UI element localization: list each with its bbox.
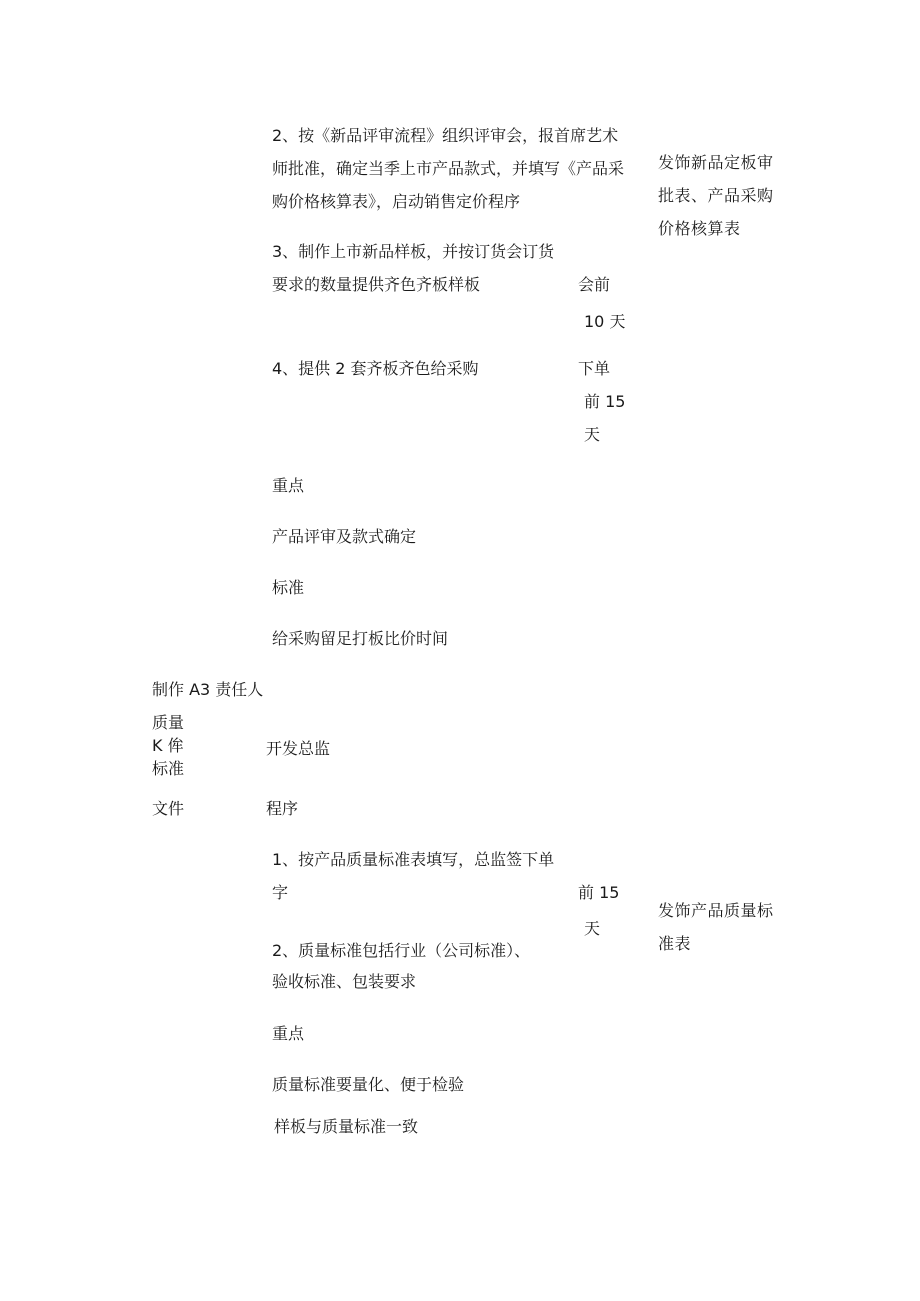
a2-step4-time-line-1: 下单 [578, 359, 611, 378]
a2-step4-time-line-3: 天 [584, 425, 601, 444]
a3-file-label: 文件 [152, 799, 185, 818]
a3-owner: 开发总监 [266, 739, 331, 758]
a2-key-label: 重点 [272, 476, 305, 495]
a2-step2-line-2: 师批准，确定当季上市产品款式，并填写《产品采 [272, 159, 625, 178]
a3-output-line-1: 发饰产品质量标 [658, 901, 774, 920]
a2-step2-line-1: 2、按《新品评审流程》组织评审会，报首席艺术 [272, 126, 619, 145]
a3-key-item-2: 样板与质量标准一致 [274, 1117, 419, 1136]
a2-step2-output-line-3: 价格核算表 [658, 219, 741, 238]
a2-step2-line-3: 购价格核算表》，启动销售定价程序 [272, 192, 521, 211]
a2-standard-label: 标准 [272, 578, 305, 597]
a3-step1-line-1: 1、按产品质量标准表填写，总监签下单 [272, 850, 555, 869]
a2-key-text: 产品评审及款式确定 [272, 527, 417, 546]
a3-step2-line-1: 2、质量标准包括行业（公司标准）、 [272, 941, 531, 960]
a3-key-label: 重点 [272, 1024, 305, 1043]
a2-step2-output-line-1: 发饰新品定板审 [658, 153, 774, 172]
a2-step2-output-line-2: 批表、产品采购 [658, 186, 774, 205]
a3-quality-line-2: K 侔 [152, 736, 184, 755]
a3-step1-line-2: 字 [272, 883, 289, 902]
a2-step3-line-1: 3、制作上市新品样板，并按订货会订货 [272, 242, 555, 261]
a2-step3-time-line-1: 会前 [578, 275, 611, 294]
a2-step4-text: 4、提供 2 套齐板齐色给采购 [272, 359, 479, 378]
a3-step2-line-2: 验收标准、包装要求 [272, 972, 417, 991]
a2-step4-time-line-2: 前 15 [584, 392, 626, 411]
a3-quality-line-3: 标准 [152, 759, 185, 778]
a2-step3-time-line-2: 10 天 [584, 312, 626, 331]
a3-header: 制作 A3 责任人 [152, 680, 264, 699]
a3-quality-line-1: 质量 [152, 713, 185, 732]
a3-key-item-1: 质量标准要量化、便于检验 [272, 1075, 465, 1094]
a3-procedure-label: 程序 [266, 799, 299, 818]
a3-output-line-2: 准表 [658, 934, 692, 953]
a3-step-time-line-1: 前 15 [578, 883, 620, 902]
a3-step-time-line-2: 天 [584, 919, 601, 938]
a2-standard-text: 给采购留足打板比价时间 [272, 629, 449, 648]
a2-step3-line-2: 要求的数量提供齐色齐板样板 [272, 275, 481, 294]
